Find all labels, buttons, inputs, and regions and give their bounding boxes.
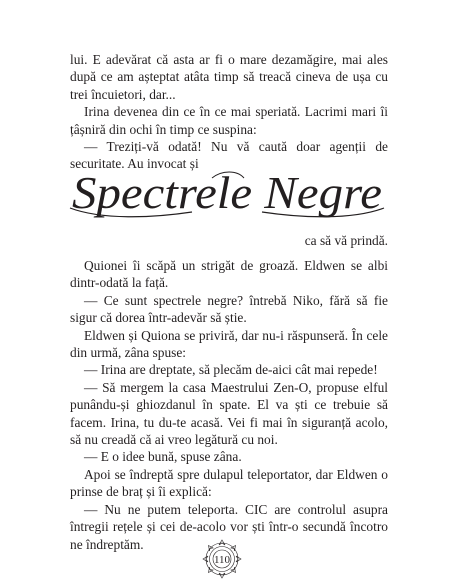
title-art: [62, 168, 392, 224]
paragraph-5: — Ce sunt spectrele negre? întrebă Niko, fără să fie sigur că dorea într-adevăr să știe.: [70, 292, 388, 326]
title-text: Spectrele Negre: [72, 168, 382, 218]
paragraph-4: Quionei îi scăpă un strigăt de groază. Eldwen se albi dintr-odată la față.: [70, 258, 388, 291]
paragraph-1: lui. E adevărat că asta ar fi o mare dezamăgire, mai ales după ce am așteptat atâta timp să treacă cineva de ușa cu trei încuietori, dar...: [70, 52, 388, 102]
paragraph-8: — Să mergem la casa Maestrului Zen-O, propuse elful punându-și ghiozdanul în spate. El va ști ce trebuie să facem. Irina, tu du-te acasă. Vei fi mai în siguranță acolo, să nu creadă că ai vreo legătură cu noi.: [70, 379, 388, 448]
paragraph-11: — Nu ne putem teleporta. CIC are controlul asupra întregii rețele și cei de-acolo vor ști într-o secundă încotro ne îndreptăm.: [70, 501, 388, 552]
paragraph-9: — E o idee bună, spuse zâna.: [84, 449, 242, 465]
page-number: 110: [213, 554, 231, 566]
paragraph-3: — Treziți-vă odată! Nu vă caută doar agenții de securitate. Au invocat și: [70, 139, 388, 172]
text-block-bottom: [70, 257, 388, 553]
page-number-art: [192, 535, 252, 579]
paragraph-6: Eldwen și Quiona se priviră, dar nu-i răspunseră. În cele din urmă, zâna spuse:: [70, 327, 388, 361]
title-continuation: ca să vă prindă.: [304, 233, 388, 248]
chapter-title-decorative: [62, 168, 392, 224]
paragraph-10: Apoi se îndreptă spre dulapul teleportator, dar Eldwen o prinse de braț și îi explică:: [70, 466, 388, 500]
page-number-ornament: [192, 535, 252, 579]
text-block-top: [70, 51, 388, 173]
paragraph-2: Irina devenea din ce în ce mai speriată. Lacrimi mari îi țâșniră din ochi în timp ce suspina:: [70, 104, 388, 137]
paragraph-7: — Irina are dreptate, să plecăm de-aici cât mai repede!: [84, 362, 378, 378]
